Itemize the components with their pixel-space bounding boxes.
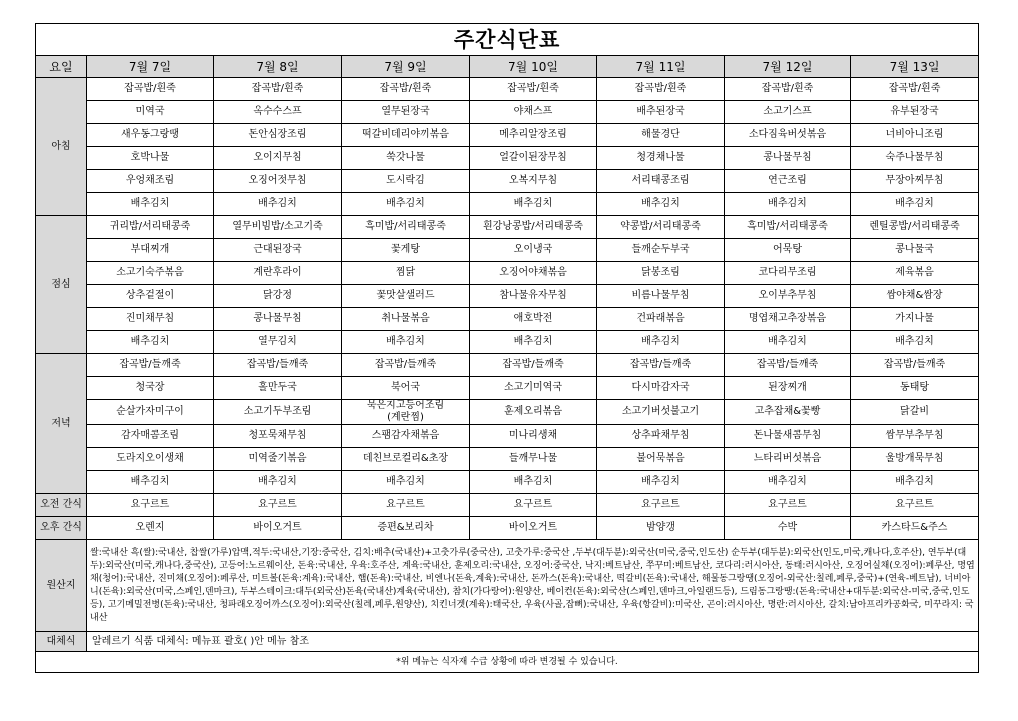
menu-item: 다시마감자국 — [597, 377, 725, 400]
menu-row — [36, 471, 979, 494]
note-row — [36, 652, 979, 673]
menu-item: 배추김치 — [725, 193, 851, 216]
menu-item: 배추김치 — [851, 331, 979, 354]
menu-item: 닭갈비 — [851, 400, 979, 425]
menu-item: 배추김치 — [342, 471, 470, 494]
menu-item: 계란후라이 — [214, 262, 342, 285]
menu-item: 배추김치 — [87, 331, 214, 354]
meal-label: 아침 — [36, 78, 87, 216]
menu-item: 흑미밥/서리태콩죽 — [342, 216, 470, 239]
menu-item: 꽃맛살샐러드 — [342, 285, 470, 308]
snack-label: 오전 간식 — [36, 494, 87, 517]
menu-item: 새우동그랑땡 — [87, 124, 214, 147]
menu-item: 홀만두국 — [214, 377, 342, 400]
snack-row — [36, 517, 979, 540]
menu-item: 오이부추무침 — [725, 285, 851, 308]
menu-item: 오복지무침 — [470, 170, 597, 193]
menu-item: 소고기버섯불고기 — [597, 400, 725, 425]
menu-item: 애호박전 — [470, 308, 597, 331]
menu-item: 미역국 — [87, 101, 214, 124]
menu-item: 얼갈이된장무침 — [470, 147, 597, 170]
menu-item: 울방개묵무침 — [851, 448, 979, 471]
menu-item: 순살가자미구이 — [87, 400, 214, 425]
menu-item: 배추김치 — [214, 471, 342, 494]
snack-item: 요구르트 — [597, 494, 725, 517]
menu-row — [36, 216, 979, 239]
menu-item — [342, 400, 470, 425]
snack-item: 요구르트 — [851, 494, 979, 517]
menu-item: 돈안심장조림 — [214, 124, 342, 147]
menu-item: 소고기숙주볶음 — [87, 262, 214, 285]
menu-item: 청포묵채무침 — [214, 425, 342, 448]
weekday-label: 요일 — [36, 56, 87, 78]
menu-item: 콩나물무침 — [725, 147, 851, 170]
menu-item: 감자매콤조림 — [87, 425, 214, 448]
menu-item: 스팸감자채볶음 — [342, 425, 470, 448]
menu-item: 서리태콩조림 — [597, 170, 725, 193]
menu-item: 잡곡밥/들깨죽 — [342, 354, 470, 377]
menu-item: 돈나물새콤무침 — [725, 425, 851, 448]
menu-item: 잡곡밥/들깨죽 — [851, 354, 979, 377]
menu-row — [36, 124, 979, 147]
menu-item: 배추된장국 — [597, 101, 725, 124]
menu-item: 잡곡밥/흰죽 — [342, 78, 470, 101]
menu-item: 배추김치 — [342, 193, 470, 216]
menu-item: 콩나물무침 — [214, 308, 342, 331]
snack-item: 바이오거트 — [214, 517, 342, 540]
menu-item: 잡곡밥/들깨죽 — [725, 354, 851, 377]
menu-item: 상추겉절이 — [87, 285, 214, 308]
menu-item: 배추김치 — [342, 331, 470, 354]
day-header: 7월 11일 — [597, 56, 725, 78]
alternative-label: 대체식 — [36, 632, 87, 652]
menu-item: 동태탕 — [851, 377, 979, 400]
menu-item: 찜닭 — [342, 262, 470, 285]
menu-item: 제육볶음 — [851, 262, 979, 285]
menu-row — [36, 239, 979, 262]
day-header-row — [36, 56, 979, 78]
menu-item: 잡곡밥/흰죽 — [87, 78, 214, 101]
snack-item: 밤양갱 — [597, 517, 725, 540]
menu-item: 메추리알장조림 — [470, 124, 597, 147]
menu-item-alt-text: (계란찜) — [387, 412, 424, 423]
menu-item: 너비아니조림 — [851, 124, 979, 147]
weekly-menu-table — [35, 23, 979, 673]
menu-item: 해물경단 — [597, 124, 725, 147]
menu-item: 흰강낭콩밥/서리태콩죽 — [470, 216, 597, 239]
menu-item: 잡곡밥/들깨죽 — [214, 354, 342, 377]
menu-item: 배추김치 — [725, 331, 851, 354]
menu-item: 귀리밥/서리태콩죽 — [87, 216, 214, 239]
snack-item: 오렌지 — [87, 517, 214, 540]
menu-item: 도라지오이생채 — [87, 448, 214, 471]
menu-item: 가지나물 — [851, 308, 979, 331]
menu-item: 코다리무조림 — [725, 262, 851, 285]
day-header: 7월 12일 — [725, 56, 851, 78]
menu-item: 배추김치 — [725, 471, 851, 494]
menu-item: 부대찌개 — [87, 239, 214, 262]
day-header: 7월 10일 — [470, 56, 597, 78]
menu-row — [36, 308, 979, 331]
meal-label: 점심 — [36, 216, 87, 354]
menu-item: 쌈무부추무침 — [851, 425, 979, 448]
menu-item: 도시락김 — [342, 170, 470, 193]
page-title: 주간식단표 — [36, 24, 979, 56]
origin-row — [36, 540, 979, 632]
menu-item: 배추김치 — [214, 193, 342, 216]
menu-item: 흑미밥/서리태콩죽 — [725, 216, 851, 239]
menu-item: 떡갈비데리야끼볶음 — [342, 124, 470, 147]
menu-item: 어묵탕 — [725, 239, 851, 262]
origin-label: 원산지 — [36, 540, 87, 632]
menu-item: 청국장 — [87, 377, 214, 400]
menu-item: 잡곡밥/흰죽 — [470, 78, 597, 101]
day-header: 7월 9일 — [342, 56, 470, 78]
snack-item: 요구르트 — [725, 494, 851, 517]
menu-item: 잡곡밥/흰죽 — [851, 78, 979, 101]
menu-item: 된장찌개 — [725, 377, 851, 400]
menu-item: 렌틸콩밥/서리태콩죽 — [851, 216, 979, 239]
snack-item: 바이오거트 — [470, 517, 597, 540]
footnote: *위 메뉴는 식자재 수급 상황에 따라 변경될 수 있습니다. — [36, 652, 979, 673]
meal-label: 저녁 — [36, 354, 87, 494]
snack-item: 수박 — [725, 517, 851, 540]
menu-item: 야채스프 — [470, 101, 597, 124]
menu-item: 미역줄기볶음 — [214, 448, 342, 471]
menu-item: 열무된장국 — [342, 101, 470, 124]
snack-label: 오후 간식 — [36, 517, 87, 540]
menu-item: 배추김치 — [470, 331, 597, 354]
menu-item: 오징어젓무침 — [214, 170, 342, 193]
menu-item: 근대된장국 — [214, 239, 342, 262]
menu-item: 배추김치 — [851, 471, 979, 494]
menu-item: 배추김치 — [597, 331, 725, 354]
menu-item: 호박나물 — [87, 147, 214, 170]
snack-item: 카스타드&주스 — [851, 517, 979, 540]
snack-item: 요구르트 — [470, 494, 597, 517]
menu-item: 약콩밥/서리태콩죽 — [597, 216, 725, 239]
menu-item: 옥수수스프 — [214, 101, 342, 124]
menu-item: 소고기미역국 — [470, 377, 597, 400]
menu-item: 연근조림 — [725, 170, 851, 193]
menu-row — [36, 101, 979, 124]
menu-item: 무장아찌무침 — [851, 170, 979, 193]
menu-item: 데친브로컬리&초장 — [342, 448, 470, 471]
alternative-text: 알레르기 식품 대체식: 메뉴표 괄호( )안 메뉴 참조 — [87, 632, 979, 652]
menu-row — [36, 425, 979, 448]
menu-item: 청경채나물 — [597, 147, 725, 170]
menu-item: 상추파채무침 — [597, 425, 725, 448]
menu-item: 취나물볶음 — [342, 308, 470, 331]
menu-item: 잡곡밥/들깨죽 — [597, 354, 725, 377]
snack-row — [36, 494, 979, 517]
menu-item: 북어국 — [342, 377, 470, 400]
menu-item: 열무김치 — [214, 331, 342, 354]
menu-item: 소고기두부조림 — [214, 400, 342, 425]
snack-item: 요구르트 — [342, 494, 470, 517]
menu-item: 오이지무침 — [214, 147, 342, 170]
menu-item: 훈제오리볶음 — [470, 400, 597, 425]
origin-text: 쌀:국내산 흑(쌀):국내산, 찹쌀(가루)압맥,적두:국내산,기장:중국산, 김치:배추(국내산)+고춧가루(중국산), 고춧가루:중국산 ,두부(대두분):외국산(미국,중국,인도산) 순두부(대두분):외국산(인도,미국,캐나다,호주산), 연두부(대두):외국산(미국,캐나다,중국산), 고등어:노르웨이산, 돈육:국내산, 우육:호주산, 계육:국내산, 훈제오리:국내산, 오징어:중국산, 낙지:베트남산, 쭈꾸미:베트남산, 코다리:러시아산, 동태:러시아산, 오징어실채(오징어):페루산, 명엽채(청어):국내산, 진미채(오징어):페루산, 미트볼(돈육:계육):국내산, 햄(돈육):국내산, 비엔나(돈육,계육):국내산, 돈까스(돈육):국내산, 떡갈비(돈육):국내산, 해물동그랑땡(오징어-외국산:칠레,페루,중국)+(연육-베트남), 너비아니(돈육):외국산(미국,스페인,덴마크), 두부스테이크:대두(외국산)돈육(국내산)계육(국내산), 참치(가다랑어):원양산, 베이컨(돈육):외국산(스페인,덴마크,아일랜드등), 드림동그랑땡:(돈육:국내산+대두분:외국산-미국,중국,인도등), 고기메밀전병(돈육):국내산, 청파래오징어까스(오징어):외국산(칠레,페루,원양산), 치킨너겟(계육):태국산, 우육(사골,잡뼈):국내산, 우육(항갈비):미국산, 곤이:러시아산, 명란:러시아산, 갈치:남아프리카공화국, 미꾸라지: 국내산 — [87, 540, 979, 632]
menu-item: 배추김치 — [470, 193, 597, 216]
menu-row — [36, 354, 979, 377]
menu-item: 소다짐육버섯볶음 — [725, 124, 851, 147]
menu-item: 닭봉조림 — [597, 262, 725, 285]
menu-item: 배추김치 — [87, 471, 214, 494]
menu-item: 열무비빔밥/소고기죽 — [214, 216, 342, 239]
menu-item: 비름나물무침 — [597, 285, 725, 308]
menu-item: 진미채무침 — [87, 308, 214, 331]
menu-item: 배추김치 — [87, 193, 214, 216]
menu-item: 참나물유자무침 — [470, 285, 597, 308]
menu-item: 건파래볶음 — [597, 308, 725, 331]
menu-item: 배추김치 — [851, 193, 979, 216]
menu-item: 배추김치 — [470, 471, 597, 494]
menu-item: 쌈야채&쌈장 — [851, 285, 979, 308]
menu-row — [36, 78, 979, 101]
menu-row — [36, 377, 979, 400]
menu-item: 잡곡밥/들깨죽 — [470, 354, 597, 377]
day-header: 7월 8일 — [214, 56, 342, 78]
day-header: 7월 13일 — [851, 56, 979, 78]
menu-item: 콩나물국 — [851, 239, 979, 262]
menu-item: 느타리버섯볶음 — [725, 448, 851, 471]
menu-row — [36, 285, 979, 308]
menu-item: 잡곡밥/흰죽 — [725, 78, 851, 101]
menu-item: 잡곡밥/흰죽 — [214, 78, 342, 101]
day-header: 7월 7일 — [87, 56, 214, 78]
menu-item: 들깨순두부국 — [597, 239, 725, 262]
menu-item: 들깨무나물 — [470, 448, 597, 471]
menu-item: 불어묵볶음 — [597, 448, 725, 471]
menu-row — [36, 448, 979, 471]
menu-item: 우엉채조림 — [87, 170, 214, 193]
menu-item: 미나리생채 — [470, 425, 597, 448]
snack-item: 요구르트 — [87, 494, 214, 517]
menu-item: 닭강정 — [214, 285, 342, 308]
alternative-row — [36, 632, 979, 652]
menu-row — [36, 193, 979, 216]
menu-item: 숙주나물무침 — [851, 147, 979, 170]
menu-item: 잡곡밥/흰죽 — [597, 78, 725, 101]
menu-row — [36, 331, 979, 354]
menu-item: 쑥갓나물 — [342, 147, 470, 170]
menu-row — [36, 262, 979, 285]
menu-item: 배추김치 — [597, 471, 725, 494]
menu-item: 오이냉국 — [470, 239, 597, 262]
menu-row — [36, 170, 979, 193]
menu-item: 잡곡밥/들깨죽 — [87, 354, 214, 377]
menu-item: 꽃게탕 — [342, 239, 470, 262]
menu-item: 유부된장국 — [851, 101, 979, 124]
menu-item: 소고기스프 — [725, 101, 851, 124]
menu-item: 배추김치 — [597, 193, 725, 216]
menu-item: 명엽채고추장볶음 — [725, 308, 851, 331]
menu-item-text: 묵은지고등어조림 — [366, 400, 445, 411]
snack-item: 증편&보리차 — [342, 517, 470, 540]
menu-row — [36, 147, 979, 170]
menu-item: 오징어야채볶음 — [470, 262, 597, 285]
snack-item: 요구르트 — [214, 494, 342, 517]
menu-row — [36, 400, 979, 425]
menu-item: 고추잡채&꽃빵 — [725, 400, 851, 425]
